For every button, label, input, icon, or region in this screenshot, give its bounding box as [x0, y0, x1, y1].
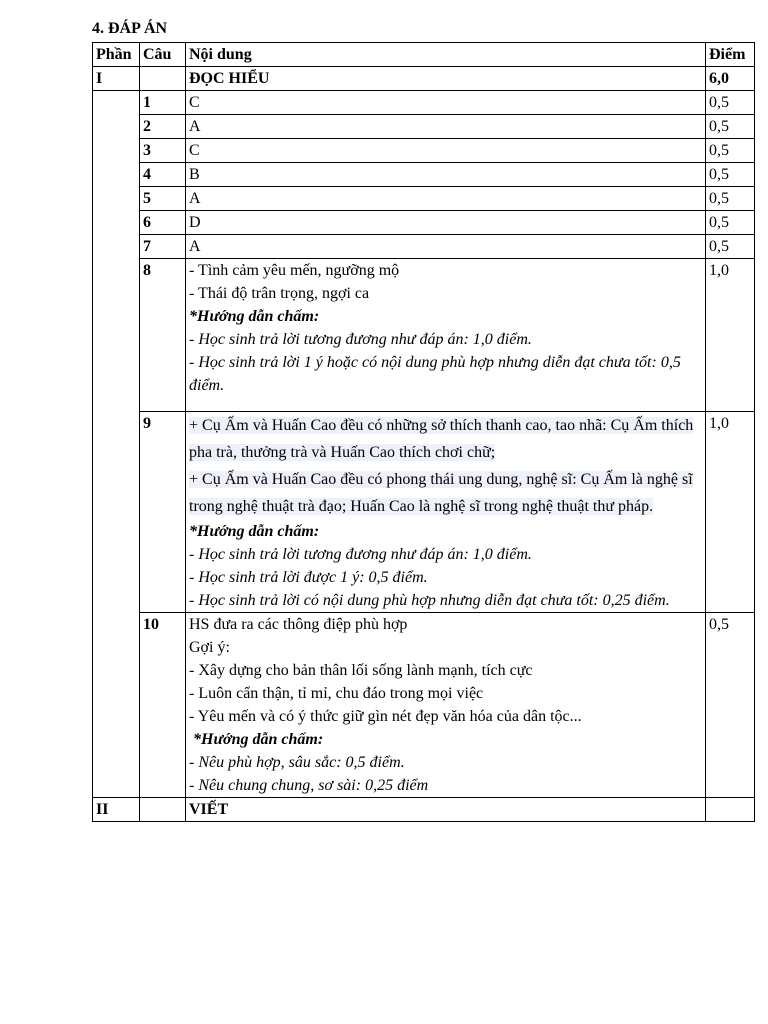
question-content: [186, 613, 706, 798]
header-phan: Phần: [93, 43, 140, 67]
question-score: 0,5: [706, 139, 755, 163]
section-phan: II: [93, 798, 140, 822]
section-heading: 4. ĐÁP ÁN: [92, 20, 168, 37]
highlighted-text: + Cụ Ấm và Huấn Cao đều có những sở thích thanh cao, tao nhã: Cụ Ấm thích pha trà, thưởng trà và Huấn Cao thích chơi chữ;: [189, 417, 694, 461]
guide-line: - Học sinh trả lời tương đương như đáp án: 1,0 điểm.: [189, 546, 532, 563]
answer-line: [189, 412, 702, 466]
question-score: 0,5: [706, 235, 755, 259]
question-answer: C: [186, 139, 706, 163]
guide-line: - Học sinh trả lời 1 ý hoặc có nội dung phù hợp nhưng diễn đạt chưa tốt: 0,5 điểm.: [189, 354, 681, 394]
table-row: [93, 91, 755, 115]
question-number: 6: [140, 211, 186, 235]
answer-line: - Yêu mến và có ý thức giữ gìn nét đẹp văn hóa của dân tộc...: [189, 708, 582, 725]
question-score: 0,5: [706, 91, 755, 115]
question-number: 7: [140, 235, 186, 259]
question-answer: A: [186, 187, 706, 211]
question-answer: C: [186, 91, 706, 115]
header-noidung: Nội dung: [186, 43, 706, 67]
section-diem: 6,0: [706, 67, 755, 91]
section-title: ĐỌC HIỂU: [186, 67, 706, 91]
question-number: 9: [140, 412, 186, 613]
highlighted-text: + Cụ Ấm và Huấn Cao đều có phong thái ung dung, nghệ sĩ: Cụ Ấm là nghệ sĩ trong nghệ thuật trà đạo; Huấn Cao là nghệ sĩ trong nghệ thuật thư pháp.: [189, 471, 693, 515]
question-score: 0,5: [706, 187, 755, 211]
table-row-q9: [93, 412, 755, 613]
question-number: 5: [140, 187, 186, 211]
guide-title: *Hướng dẫn chấm:: [189, 308, 320, 325]
question-answer: A: [186, 115, 706, 139]
header-diem: Điểm: [706, 43, 755, 67]
guide-line: - Học sinh trả lời được 1 ý: 0,5 điểm.: [189, 569, 428, 586]
question-answer: B: [186, 163, 706, 187]
section-phan: I: [93, 67, 140, 91]
question-answer: D: [186, 211, 706, 235]
question-score: 0,5: [706, 211, 755, 235]
phan-merged-cell: [93, 91, 140, 798]
answer-line: Gợi ý:: [189, 639, 230, 656]
table-row: [93, 187, 755, 211]
guide-title: *Hướng dẫn chấm:: [193, 731, 324, 748]
answer-table: [92, 42, 755, 822]
guide-title: *Hướng dẫn chấm:: [189, 523, 320, 540]
answer-line: HS đưa ra các thông điệp phù hợp: [189, 616, 408, 633]
question-content: [186, 412, 706, 613]
answer-line: - Luôn cẩn thận, tỉ mỉ, chu đáo trong mọi việc: [189, 685, 484, 702]
header-cau: Câu: [140, 43, 186, 67]
guide-line: - Nêu chung chung, sơ sài: 0,25 điểm: [189, 777, 429, 794]
question-number: 3: [140, 139, 186, 163]
answer-line: - Thái độ trân trọng, ngợi ca: [189, 285, 370, 302]
section-cau-empty: [140, 798, 186, 822]
table-row: [93, 163, 755, 187]
section-row-doc-hieu: [93, 67, 755, 91]
question-number: 8: [140, 259, 186, 412]
section-title: VIẾT: [186, 798, 706, 822]
table-row: [93, 211, 755, 235]
question-score: 0,5: [706, 115, 755, 139]
question-number: 10: [140, 613, 186, 798]
section-diem-empty: [706, 798, 755, 822]
section-row-viet: [93, 798, 755, 822]
guide-line: - Học sinh trả lời có nội dung phù hợp nhưng diễn đạt chưa tốt: 0,25 điểm.: [189, 592, 670, 609]
table-row: [93, 139, 755, 163]
answer-line: [189, 466, 702, 520]
question-number: 2: [140, 115, 186, 139]
table-row: [93, 235, 755, 259]
table-row: [93, 115, 755, 139]
question-score: 1,0: [706, 412, 755, 613]
question-number: 1: [140, 91, 186, 115]
section-cau-empty: [140, 67, 186, 91]
table-header-row: [93, 43, 755, 67]
question-score: 1,0: [706, 259, 755, 412]
question-answer: A: [186, 235, 706, 259]
answer-line: - Xây dựng cho bản thân lối sống lành mạnh, tích cực: [189, 662, 533, 679]
table-row-q10: [93, 613, 755, 798]
guide-line: - Nêu phù hợp, sâu sắc: 0,5 điểm.: [189, 754, 405, 771]
question-number: 4: [140, 163, 186, 187]
question-score: 0,5: [706, 613, 755, 798]
question-score: 0,5: [706, 163, 755, 187]
guide-line: - Học sinh trả lời tương đương như đáp án: 1,0 điểm.: [189, 331, 532, 348]
answer-line: - Tình cảm yêu mến, ngưỡng mộ: [189, 262, 400, 279]
question-content: [186, 259, 706, 412]
table-row-q8: [93, 259, 755, 412]
